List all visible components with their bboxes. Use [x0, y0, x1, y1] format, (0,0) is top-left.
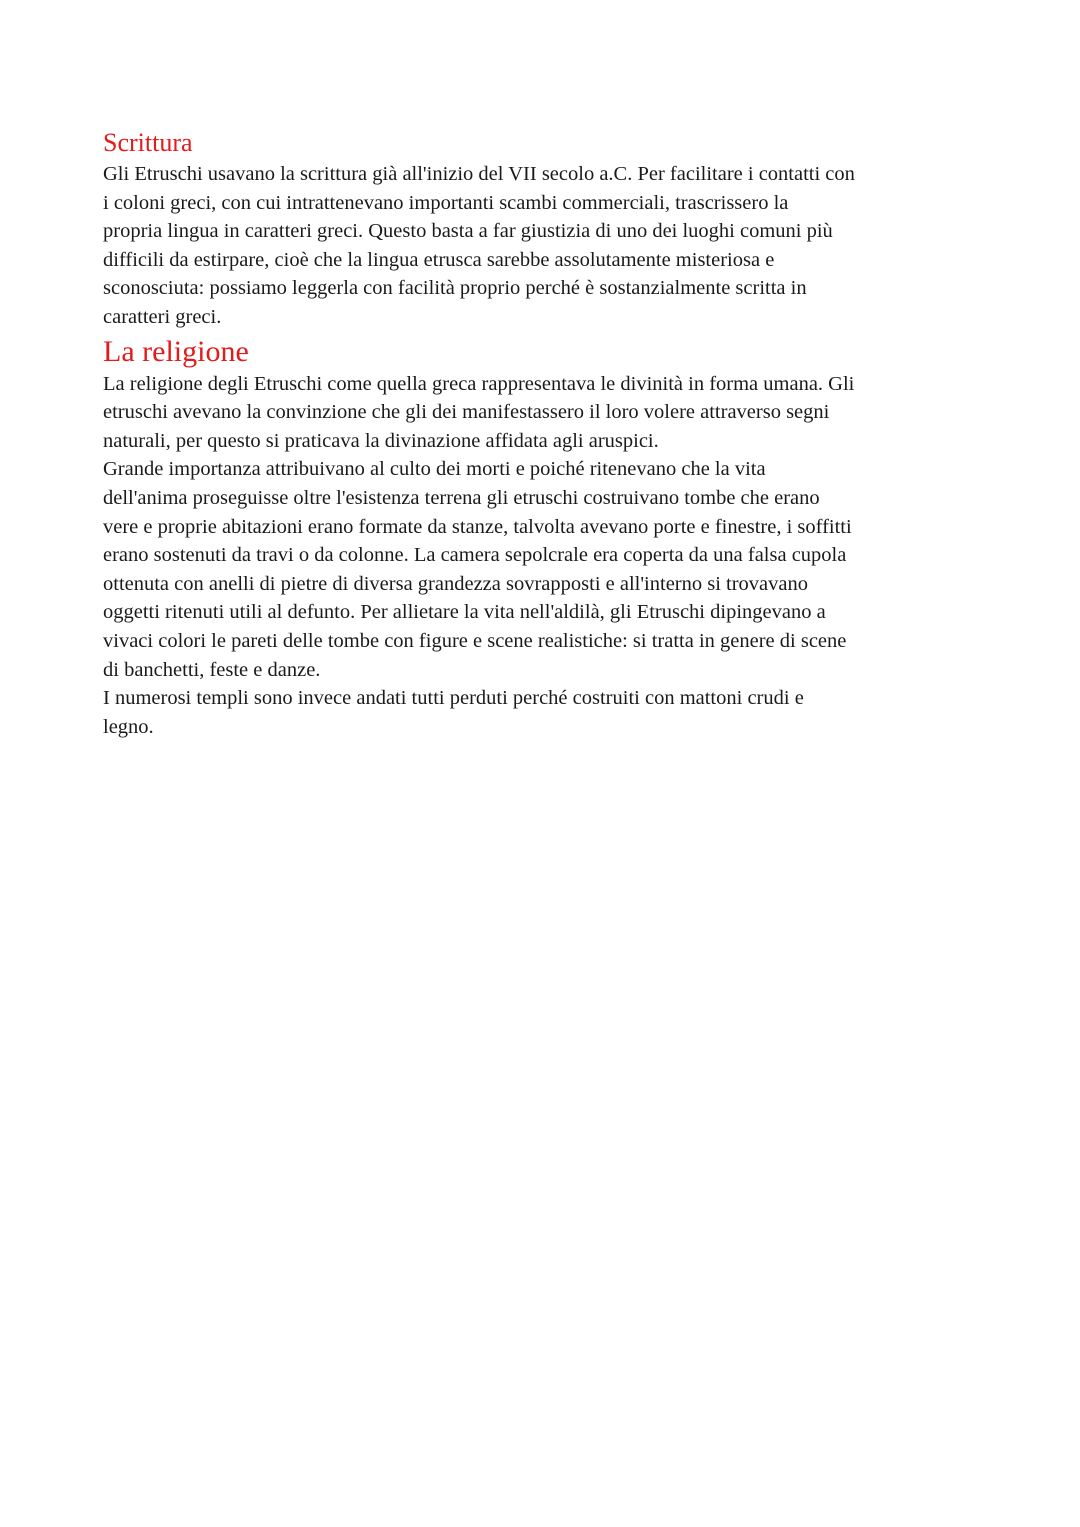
section-title-scrittura: Scrittura: [103, 128, 193, 157]
text-line: La religione degli Etruschi come quella greca rappresentava le divinità in forma umana. Gli: [103, 372, 855, 395]
text-line: naturali, per questo si praticava la divinazione affidata agli aruspici.: [103, 429, 659, 452]
text-line: Grande importanza attribuivano al culto dei morti e poiché ritenevano che la vita: [103, 458, 766, 481]
paragraph-scrittura: [103, 160, 980, 332]
text-line: erano sostenuti da travi o da colonne. La camera sepolcrale era coperta da una falsa cupola: [103, 544, 847, 567]
text-line: vivaci colori le pareti delle tombe con figure e scene realistiche: si tratta in genere di scene: [103, 629, 847, 652]
text-line: ottenuta con anelli di pietre di diversa grandezza sovrapposti e all'interno si trovavano: [103, 572, 809, 595]
text-line: propria lingua in caratteri greci. Questo basta a far giustizia di uno dei luoghi comuni più: [103, 220, 833, 243]
text-line: legno.: [103, 715, 154, 738]
text-line: difficili da estirpare, cioè che la lingua etrusca sarebbe assolutamente misteriosa e: [103, 248, 775, 271]
paragraph-religione-templi: [103, 684, 980, 741]
text-line: i coloni greci, con cui intrattenevano importanti scambi commerciali, trascrissero la: [103, 191, 789, 214]
paragraph-religione-divinita: [103, 370, 980, 456]
text-line: Gli Etruschi usavano la scrittura già all'inizio del VII secolo a.C. Per facilitare i contatti con: [103, 163, 855, 185]
text-line: di banchetti, feste e danze.: [103, 658, 321, 681]
text-line: dell'anima proseguisse oltre l'esistenza terrena gli etruschi costruivano tombe che erano: [103, 486, 820, 509]
text-line: oggetti ritenuti utili al defunto. Per allietare la vita nell'aldilà, gli Etruschi dipingevano a: [103, 601, 826, 624]
text-line: I numerosi templi sono invece andati tutti perduti perché costruiti con mattoni crudi e: [103, 687, 804, 710]
text-line: caratteri greci.: [103, 305, 222, 328]
section-title-religione: La religione: [103, 334, 249, 368]
text-line: sconosciuta: possiamo leggerla con facilità proprio perché è sostanzialmente scritta in: [103, 277, 807, 300]
paragraph-religione-tombe: [103, 455, 980, 684]
text-line: etruschi avevano la convinzione che gli dei manifestassero il loro volere attraverso segni: [103, 401, 830, 424]
text-line: vere e proprie abitazioni erano formate da stanze, talvolta avevano porte e finestre, i soffitti: [103, 515, 852, 538]
